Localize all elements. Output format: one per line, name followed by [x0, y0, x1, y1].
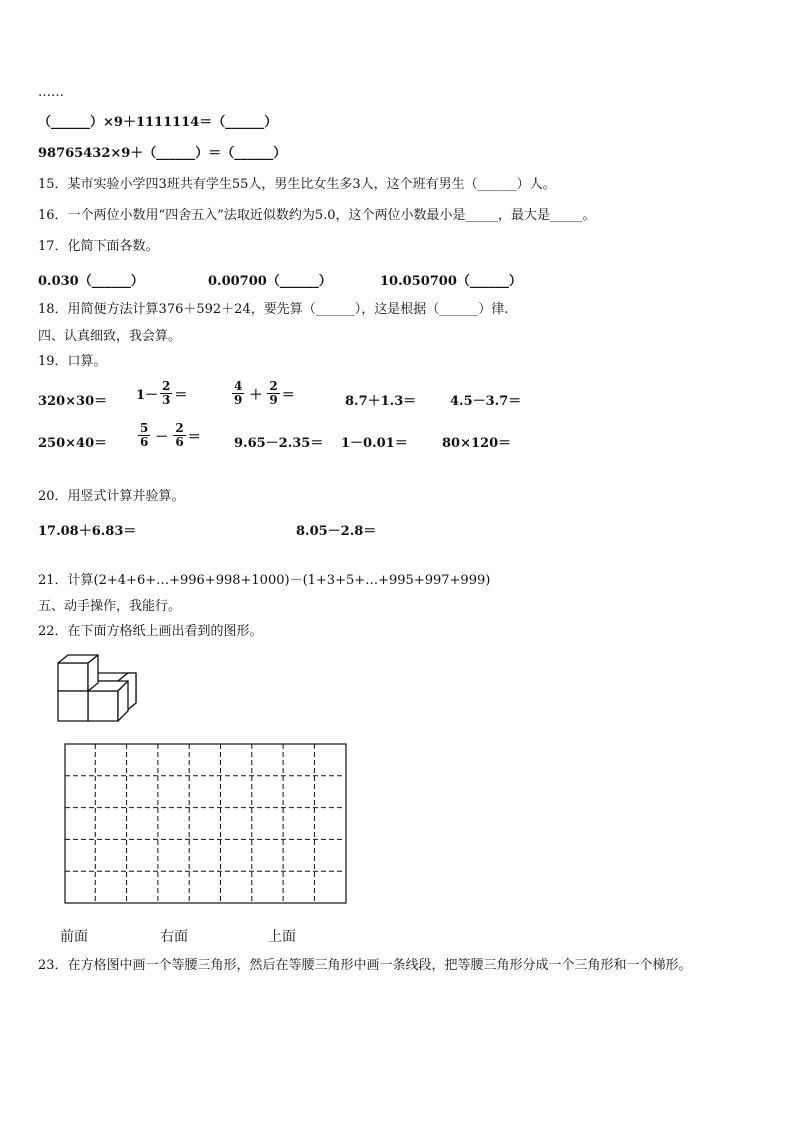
label-right: 右面 [160, 929, 188, 945]
plus-sign: ＋ [249, 388, 263, 403]
minus-sign: － [155, 430, 169, 445]
question-15: 15．某市实验小学四3班共有学生55人，男生比女生多3人，这个班有男生（______）人。 [38, 177, 556, 192]
fraction: $\frac{4}{9}$ [234, 379, 243, 407]
question-23: 23．在方格图中画一个等腰三角形，然后在等腰三角形中画一条线段，把等腰三角形分成一个三角形和一个梯形。 [38, 958, 692, 973]
q17-item-b: 0.00700（______） [208, 274, 332, 289]
question-20: 20．用竖式计算并验算。 [38, 489, 185, 504]
question-18: 18．用简便方法计算376＋592＋24，要先算（______），这是根据（______）律. [38, 302, 509, 317]
equation-a: （______）×9＋1111114＝（______） [38, 115, 278, 130]
oral-a1: 320×30＝ [38, 394, 108, 409]
oral-a5: 4.5－3.7＝ [450, 394, 522, 409]
equals-sign: ＝ [174, 388, 188, 403]
q17-item-c: 10.050700（______） [380, 274, 522, 289]
equals-sign: ＝ [187, 430, 201, 445]
equals-sign: ＝ [281, 388, 295, 403]
question-21: 21．计算(2+4+6+…+996+998+1000)－(1+3+5+…+995+997+999) [38, 573, 491, 588]
cube-figure [56, 653, 140, 725]
oral-b4: 1－0.01＝ [341, 436, 408, 451]
oral-a2 [136, 380, 187, 407]
question-16: 16．一个两位小数用“四舍五入”法取近似数约为5.0，这个两位小数最小是_____，最大是_____。 [38, 208, 596, 223]
q20-item-b: 8.05－2.8＝ [296, 524, 377, 539]
label-front: 前面 [60, 929, 88, 945]
section-4-heading: 四、认真细致，我会算。 [38, 329, 182, 344]
q17-item-a: 0.030（______） [38, 274, 144, 289]
equation-b: 98765432×9＋（______）＝（______） [38, 146, 287, 161]
oral-a4: 8.7＋1.3＝ [345, 394, 417, 409]
q20-item-a: 17.08＋6.83＝ [38, 524, 137, 539]
fraction: $\frac{2}{6}$ [175, 421, 184, 449]
grid-paper[interactable] [64, 743, 347, 905]
fraction: $\frac{5}{6}$ [140, 421, 149, 449]
oral-a2-prefix: 1－ [136, 388, 159, 403]
oral-b3: 9.65－2.35＝ [234, 436, 324, 451]
question-19: 19．口算。 [38, 354, 107, 369]
fraction: $\frac{2}{3}$ [162, 379, 171, 407]
fraction: $\frac{2}{9}$ [269, 379, 278, 407]
question-17: 17．化简下面各数。 [38, 239, 159, 254]
oral-b1: 250×40＝ [38, 436, 108, 451]
label-top: 上面 [268, 929, 296, 945]
oral-b5: 80×120＝ [442, 436, 512, 451]
ellipsis: …… [38, 85, 64, 100]
section-5-heading: 五、动手操作，我能行。 [38, 599, 182, 614]
question-22: 22．在下面方格纸上画出看到的图形。 [38, 624, 263, 639]
oral-b2 [136, 422, 201, 449]
oral-a3 [230, 380, 295, 407]
